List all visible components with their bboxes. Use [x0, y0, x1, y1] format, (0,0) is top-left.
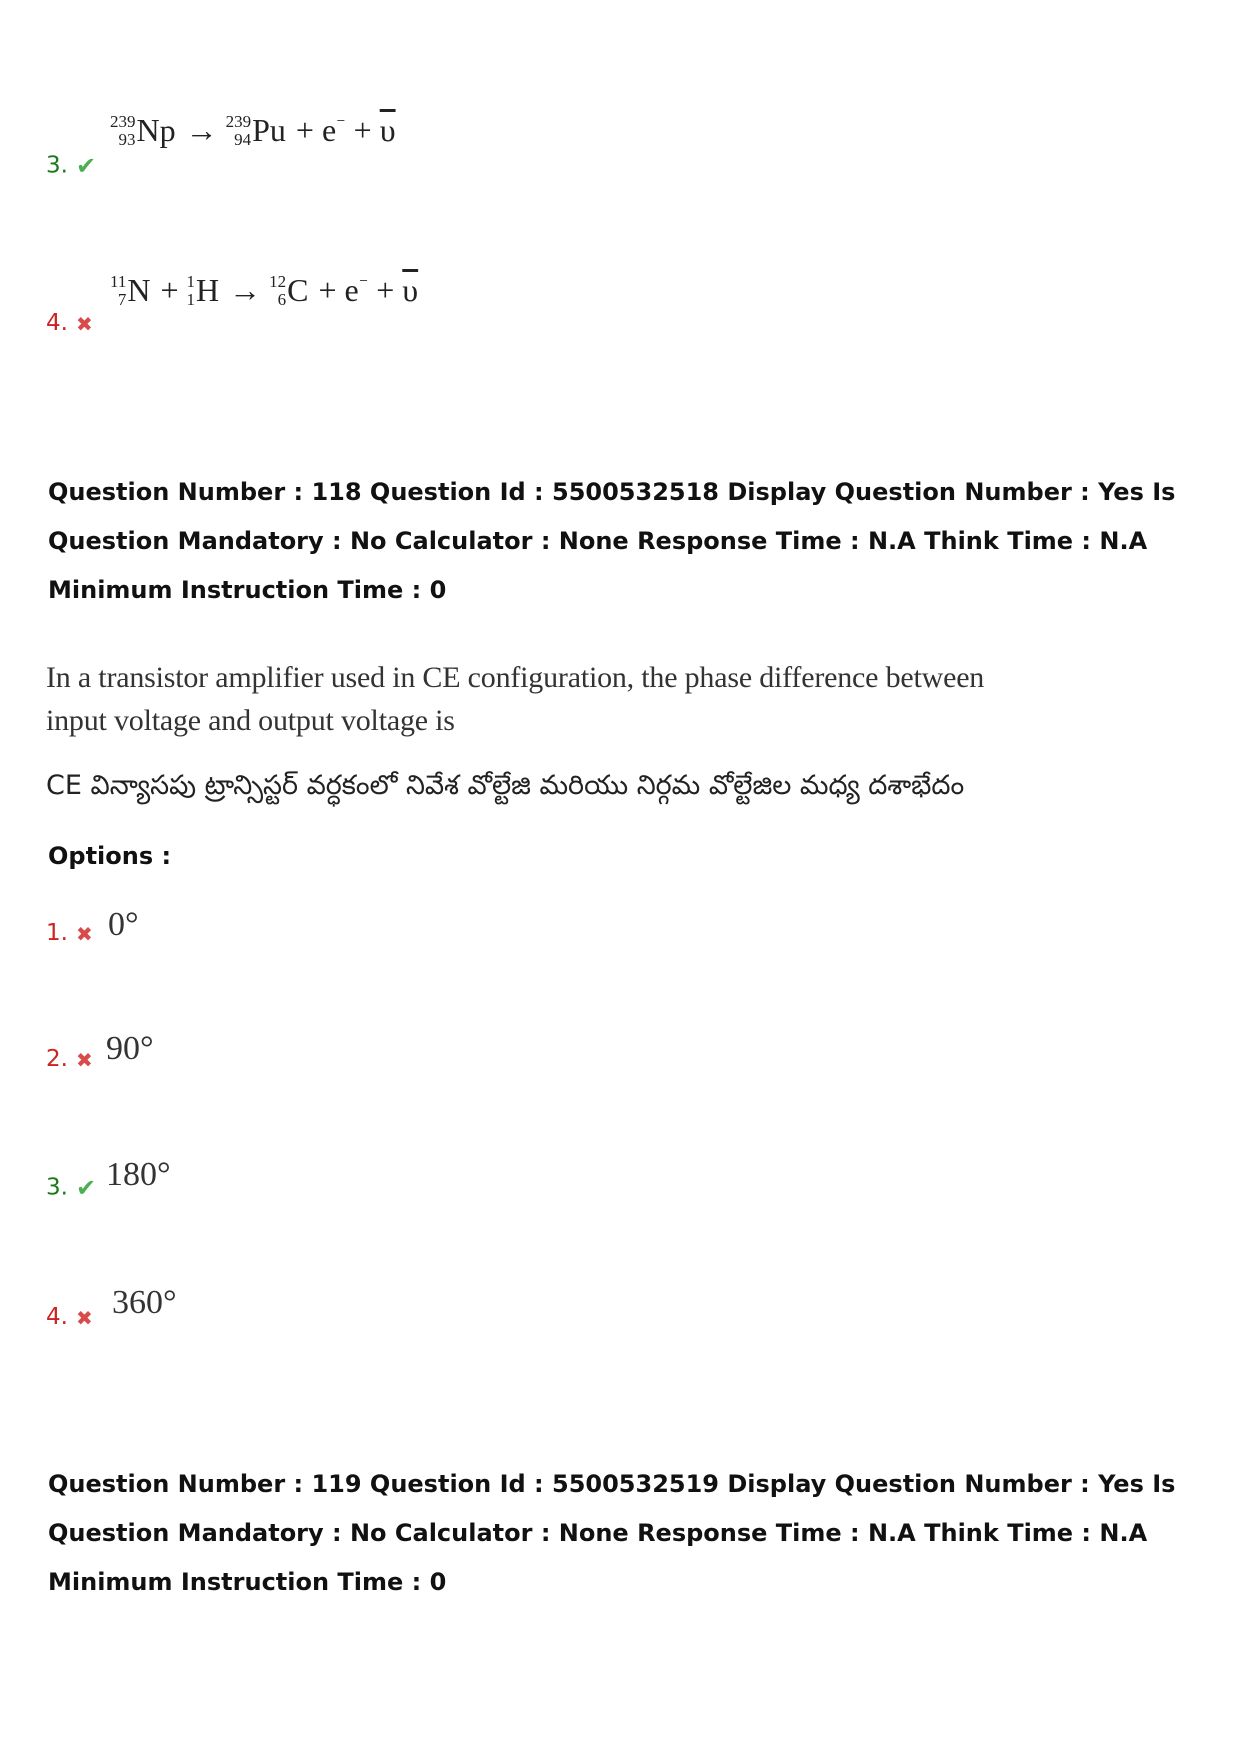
option-3-formula: 239 93 Np → 239 94 Pu + e⁻ + $\overline{\upsilon}$	[110, 111, 396, 149]
option-2-value: 90°	[106, 1030, 154, 1067]
option-3-number: 3. ✔	[46, 152, 97, 180]
cross-icon: ✖	[75, 1305, 93, 1330]
options-label: Options :	[48, 842, 172, 870]
option-3-number: 3. ✔	[46, 1174, 97, 1202]
option-4-value: 360°	[112, 1284, 177, 1321]
option-1-number: 1. ✖	[46, 920, 93, 946]
option-3-value: 180°	[106, 1156, 171, 1193]
question-118-text-te: CE విన్యాసపు ట్రాన్సిస్టర్ వర్ధకంలో నివేశ వోల్టేజి మరియు నిర్గమ వోల్టేజిల మధ్య దశాభేదం	[46, 770, 965, 801]
option-1-value: 0°	[108, 906, 139, 943]
option-4-number: 4. ✖	[46, 310, 93, 336]
cross-icon: ✖	[75, 311, 93, 336]
option-4-number: 4. ✖	[46, 1304, 93, 1330]
question-118-text-en: In a transistor amplifier used in CE configuration, the phase difference between input voltage and output voltage is	[46, 661, 985, 737]
cross-icon: ✖	[75, 1047, 93, 1072]
check-icon: ✔	[75, 152, 97, 180]
question-118-header: Question Number : 118 Question Id : 5500532518 Display Question Number : Yes Is Question Mandatory : No Calculator : None Response Time : N.A Think Time : N.A Minimum Instruction Time : 0	[48, 478, 1176, 604]
cross-icon: ✖	[75, 921, 93, 946]
check-icon: ✔	[75, 1174, 97, 1202]
option-4-formula: 11 7 N + 1 1 H → 12 6 C + e⁻ + $\overline{\upsilon}$	[110, 271, 419, 309]
question-119-header: Question Number : 119 Question Id : 5500532519 Display Question Number : Yes Is Question Mandatory : No Calculator : None Response Time : N.A Think Time : N.A Minimum Instruction Time : 0	[48, 1470, 1176, 1596]
option-2-number: 2. ✖	[46, 1046, 93, 1072]
